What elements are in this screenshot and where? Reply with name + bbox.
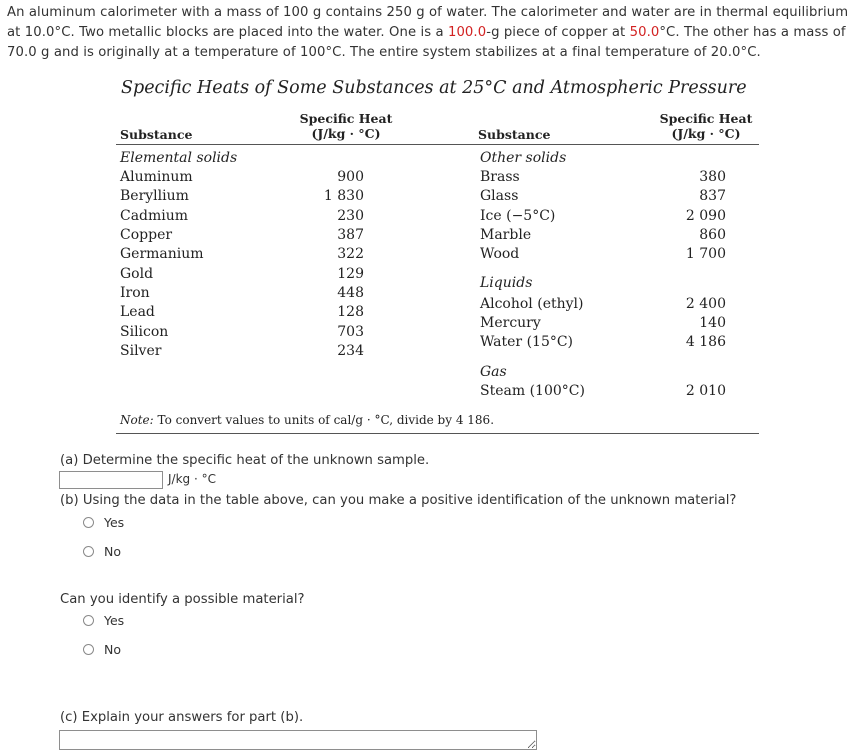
problem-statement (7, 3, 852, 63)
substance-value: 380 (699, 169, 726, 185)
radio-label: Yes (104, 515, 125, 530)
substance-name: Germanium (120, 246, 204, 262)
radio-label: No (104, 544, 121, 559)
header-rule (116, 144, 759, 145)
substance-value: 1 700 (685, 246, 726, 262)
substance-value: 2 400 (685, 296, 726, 312)
substance-name: Lead (120, 304, 155, 320)
problem-text-1: An aluminum calorimeter with a mass of 100 g contains 250 g of water. The calorimeter and water are in thermal equilibrium at 10.0°C. Two metallic blocks are placed into the water. One is a (7, 5, 849, 40)
radio-label: Yes (104, 613, 125, 628)
substance-value: 2 090 (685, 208, 726, 224)
substance-name: Steam (100°C) (480, 383, 585, 399)
header-substance-right: Substance (478, 127, 551, 142)
header-heat-left-line1: Specific Heat (299, 111, 393, 126)
note-label: Note: (120, 413, 154, 427)
header-substance-left: Substance (120, 127, 193, 142)
substance-value: 2 010 (685, 383, 726, 399)
substance-value: 1 830 (323, 188, 364, 204)
substance-value: 129 (337, 266, 364, 282)
followup-radio-yes[interactable] (83, 613, 124, 628)
radio-option-yes[interactable] (83, 515, 124, 530)
substance-value: 234 (337, 343, 364, 359)
substance-value: 900 (337, 169, 364, 185)
group-elemental-solids: Elemental solids (120, 150, 238, 166)
substance-name: Water (15°C) (480, 334, 574, 350)
specific-heat-input[interactable] (59, 471, 163, 489)
header-heat-right-line2: (J/kg · °C) (671, 126, 741, 141)
substance-name: Ice (−5°C) (480, 208, 556, 224)
substance-value: 322 (337, 246, 364, 262)
substance-name: Wood (480, 246, 520, 262)
substance-value: 128 (337, 304, 364, 320)
substance-name: Brass (480, 169, 520, 185)
substance-value: 448 (337, 285, 364, 301)
part-c-question: (c) Explain your answers for part (b). (60, 710, 304, 725)
radio-circle-icon[interactable] (83, 644, 94, 655)
part-a-question: (a) Determine the specific heat of the unknown sample. (60, 453, 430, 468)
substance-name: Cadmium (120, 208, 189, 224)
copper-temp-value: 50.0 (629, 25, 660, 40)
substance-name: Silver (120, 343, 162, 359)
copper-mass-value: 100.0 (447, 25, 487, 40)
substance-value: 230 (337, 208, 364, 224)
substance-name: Beryllium (120, 188, 189, 204)
group-other-solids: Other solids (480, 150, 567, 166)
substance-name: Iron (120, 285, 150, 301)
note-text: To convert values to units of cal/g · °C, divide by 4 186. (153, 413, 495, 427)
substance-value: 860 (699, 227, 726, 243)
unit-label: J/kg · °C (168, 472, 216, 486)
table-note (120, 413, 494, 427)
radio-circle-icon[interactable] (83, 546, 94, 557)
radio-circle-icon[interactable] (83, 517, 94, 528)
specific-heat-table (116, 78, 759, 438)
header-heat-right (646, 111, 766, 141)
header-heat-right-line1: Specific Heat (659, 111, 753, 126)
substance-name: Aluminum (120, 169, 193, 185)
substance-name: Mercury (480, 315, 541, 331)
radio-circle-icon[interactable] (83, 615, 94, 626)
substance-value: 140 (699, 315, 726, 331)
problem-text-3: °C. The other has a mass of 70.0 g and is originally at a temperature of 100°C. The entire system stabilizes at a final temperature of 20.0°C. (7, 25, 846, 60)
followup-radio-no[interactable] (83, 642, 121, 657)
explanation-textarea[interactable] (59, 730, 537, 750)
radio-label: No (104, 642, 121, 657)
substance-value: 4 186 (685, 334, 726, 350)
substance-value: 703 (337, 324, 364, 340)
substance-name: Copper (120, 227, 173, 243)
part-b-question: (b) Using the data in the table above, can you make a positive identification of the unknown material? (60, 493, 737, 508)
substance-name: Silicon (120, 324, 169, 340)
substance-name: Alcohol (ethyl) (480, 296, 584, 312)
header-heat-left (286, 111, 406, 141)
problem-text-2: -g piece of copper at (486, 25, 630, 40)
substance-name: Gold (120, 266, 154, 282)
radio-option-no[interactable] (83, 544, 121, 559)
substance-name: Glass (480, 188, 519, 204)
table-title: Specific Heats of Some Substances at 25°C and Atmospheric Pressure (121, 78, 747, 98)
substance-name: Marble (480, 227, 532, 243)
followup-question: Can you identify a possible material? (60, 592, 305, 607)
substance-value: 387 (337, 227, 364, 243)
group-gas: Gas (480, 364, 507, 380)
substance-value: 837 (699, 188, 726, 204)
footer-rule (116, 433, 759, 434)
group-liquids: Liquids (480, 275, 533, 291)
header-heat-left-line2: (J/kg · °C) (311, 126, 381, 141)
